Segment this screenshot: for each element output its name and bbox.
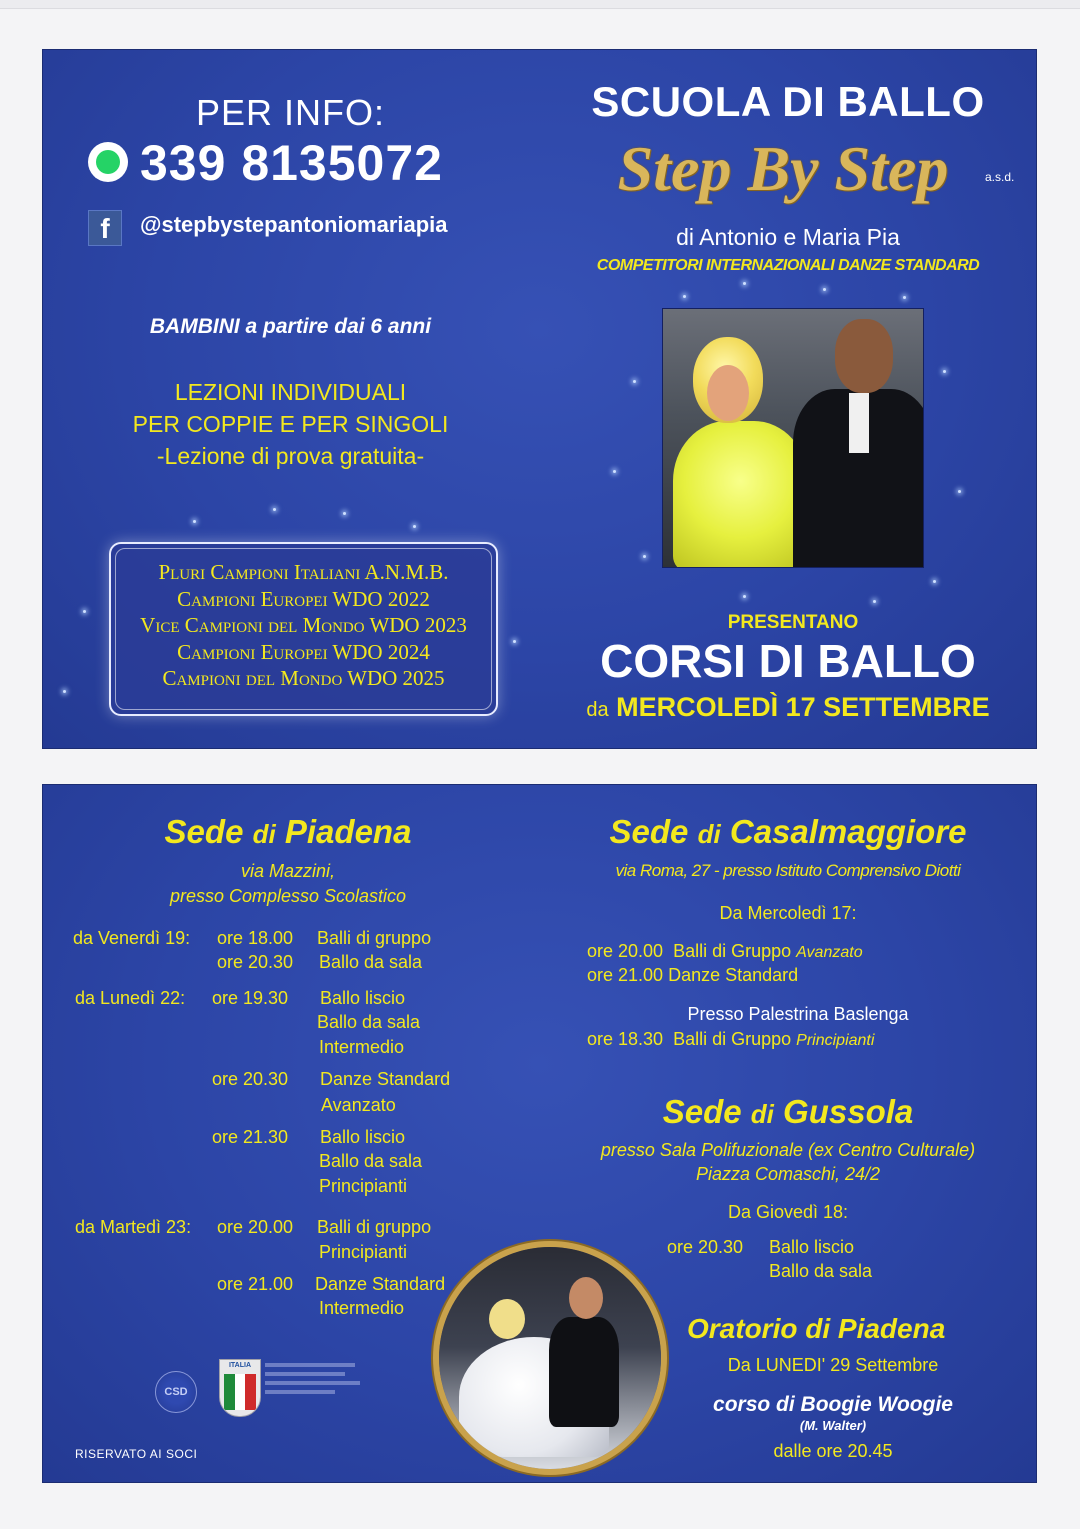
csd-logo: CSD: [155, 1371, 197, 1413]
schedule-day: da Lunedì 22:: [75, 988, 186, 1008]
per-info-label: PER INFO:: [195, 92, 386, 133]
schedule-course: Danze Standard: [668, 965, 799, 985]
schedule-course: Danze Standard: [320, 1069, 451, 1089]
titles-list: [111, 559, 496, 692]
riservato-note: RISERVATO AI SOCI: [75, 1447, 198, 1461]
title-line: Pluri Campioni Italiani A.N.M.B.: [158, 560, 449, 584]
schedule-level: Principianti: [319, 1242, 408, 1262]
city-name: Piadena: [284, 813, 412, 850]
school-heading: SCUOLA DI BALLO: [591, 78, 985, 125]
top-divider: [0, 0, 1080, 9]
schedule-course: Ballo liscio: [320, 1127, 406, 1147]
dancers-round-photo: [439, 1247, 661, 1469]
address-line: Piazza Comaschi, 24/2: [695, 1164, 881, 1184]
schedule-course: Danze Standard: [315, 1274, 446, 1294]
schedule-course: Ballo da sala: [319, 952, 423, 972]
casalmaggiore-line: [587, 941, 863, 962]
address-line: via Mazzini,: [240, 861, 336, 881]
schedule-level: Intermedio: [319, 1298, 405, 1318]
schedule-level: Avanzato: [796, 944, 863, 961]
title-line: Campioni Europei WDO 2022: [177, 586, 430, 611]
schedule-course: Ballo liscio: [769, 1237, 855, 1257]
oratorio-teacher: (M. Walter): [799, 1418, 867, 1433]
logo-fineprint: [265, 1363, 365, 1399]
schedule-time: ore 20.30: [667, 1237, 744, 1257]
school-name-logo: Step By Step: [617, 133, 949, 204]
schedule-course: Balli di gruppo: [317, 1217, 432, 1237]
schedule-time: ore 18.30: [587, 1029, 664, 1049]
schedule-course: Ballo da sala: [769, 1261, 873, 1281]
lezioni-line: -Lezione di prova gratuita-: [156, 443, 425, 469]
schedule-time: ore 19.30: [212, 988, 289, 1008]
facebook-icon: f: [88, 210, 122, 246]
piadena-heading: [83, 813, 493, 851]
schedule-course: Ballo da sala: [319, 1151, 423, 1171]
flyer-bottom: [42, 784, 1037, 1483]
city-name: Casalmaggiore: [729, 813, 967, 850]
address-line: presso Complesso Scolastico: [169, 886, 407, 906]
schedule-level: Principianti: [319, 1176, 408, 1196]
italia-logo: [219, 1359, 261, 1417]
title-line: Campioni Europei WDO 2024: [177, 639, 430, 664]
schedule-time: ore 21.00: [587, 965, 664, 985]
casalmaggiore-heading: [563, 813, 1013, 851]
gussola-heading: [563, 1093, 1013, 1131]
casalmaggiore-day: Da Mercoledì 17:: [719, 903, 857, 923]
schedule-level: Avanzato: [321, 1095, 396, 1115]
phone-row: [88, 134, 518, 194]
schedule-day: da Venerdì 19:: [73, 928, 191, 948]
dancers-photo: [662, 308, 924, 568]
city-name: Gussola: [783, 1093, 914, 1130]
sede-word: Sede: [609, 813, 689, 850]
start-date-value: MERCOLEDÌ 17 SETTEMBRE: [616, 692, 990, 722]
whatsapp-icon: [88, 142, 128, 182]
title-line: Campioni del Mondo WDO 2025: [162, 666, 445, 690]
schedule-course: Balli di gruppo: [317, 928, 432, 948]
casalmaggiore-address: via Roma, 27 - presso Istituto Comprensivo Diotti: [615, 861, 961, 880]
schedule-level: Intermedio: [319, 1037, 405, 1057]
schedule-course: Ballo da sala: [317, 1012, 421, 1032]
sede-word: Sede: [164, 813, 244, 850]
oratorio-heading: Oratorio di Piadena: [687, 1313, 946, 1344]
lezioni-line: PER COPPIE E PER SINGOLI: [132, 411, 449, 437]
schedule-time: ore 20.30: [212, 1069, 289, 1089]
lezioni-block: [83, 376, 498, 472]
title-line: Vice Campioni del Mondo WDO 2023: [140, 613, 467, 637]
gussola-address: [563, 1138, 1013, 1186]
presentano-label: PRESENTANO: [727, 612, 859, 633]
schedule-time: ore 20.00: [217, 1217, 294, 1237]
school-suffix: a.s.d.: [985, 170, 1015, 184]
italia-logo-label: ITALIA: [228, 1362, 252, 1369]
facebook-row: [88, 208, 548, 248]
lezioni-line: LEZIONI INDIVIDUALI: [174, 379, 407, 405]
di-word: di: [252, 819, 276, 849]
schedule-time: ore 20.00: [587, 941, 664, 961]
flyer-top: [42, 49, 1037, 749]
schedule-course: Ballo liscio: [320, 988, 406, 1008]
oratorio-course: corso di Boogie Woogie: [713, 1393, 953, 1416]
oratorio-time: dalle ore 20.45: [773, 1441, 893, 1461]
facebook-handle: @stepbystepantoniomariapia: [140, 212, 448, 237]
di-word: di: [697, 819, 721, 849]
address-line: presso Sala Polifuzionale (ex Centro Culturale): [600, 1140, 976, 1160]
schedule-time: ore 18.00: [217, 928, 294, 948]
start-prefix: da: [586, 699, 609, 721]
schedule-time: ore 21.30: [212, 1127, 289, 1147]
schedule-time: ore 20.30: [217, 952, 294, 972]
schedule-day: da Martedì 23:: [75, 1217, 192, 1237]
phone-number: 339 8135072: [140, 135, 443, 191]
sede-word: Sede: [662, 1093, 742, 1130]
casalmaggiore-line: [587, 965, 798, 986]
palestra-label: Presso Palestrina Baslenga: [687, 1004, 909, 1024]
palestra-line: [587, 1029, 874, 1050]
oratorio-day: Da LUNEDI' 29 Settembre: [727, 1355, 939, 1375]
schedule-course: Balli di Gruppo: [673, 1029, 792, 1049]
piadena-address: [83, 859, 493, 909]
gussola-day: Da Giovedì 18:: [727, 1202, 849, 1222]
schedule-course: Balli di Gruppo: [673, 941, 792, 961]
start-date: [563, 692, 1013, 723]
corsi-heading: CORSI DI BALLO: [600, 635, 976, 687]
bambini-text: BAMBINI a partire dai 6 anni: [149, 315, 432, 338]
schedule-time: ore 21.00: [217, 1274, 294, 1294]
di-word: di: [750, 1099, 774, 1129]
school-owners: di Antonio e Maria Pia: [676, 224, 900, 250]
school-tagline: COMPETITORI INTERNAZIONALI DANZE STANDARD: [596, 257, 980, 274]
schedule-level: Principianti: [796, 1032, 875, 1049]
titles-box: [109, 542, 498, 716]
